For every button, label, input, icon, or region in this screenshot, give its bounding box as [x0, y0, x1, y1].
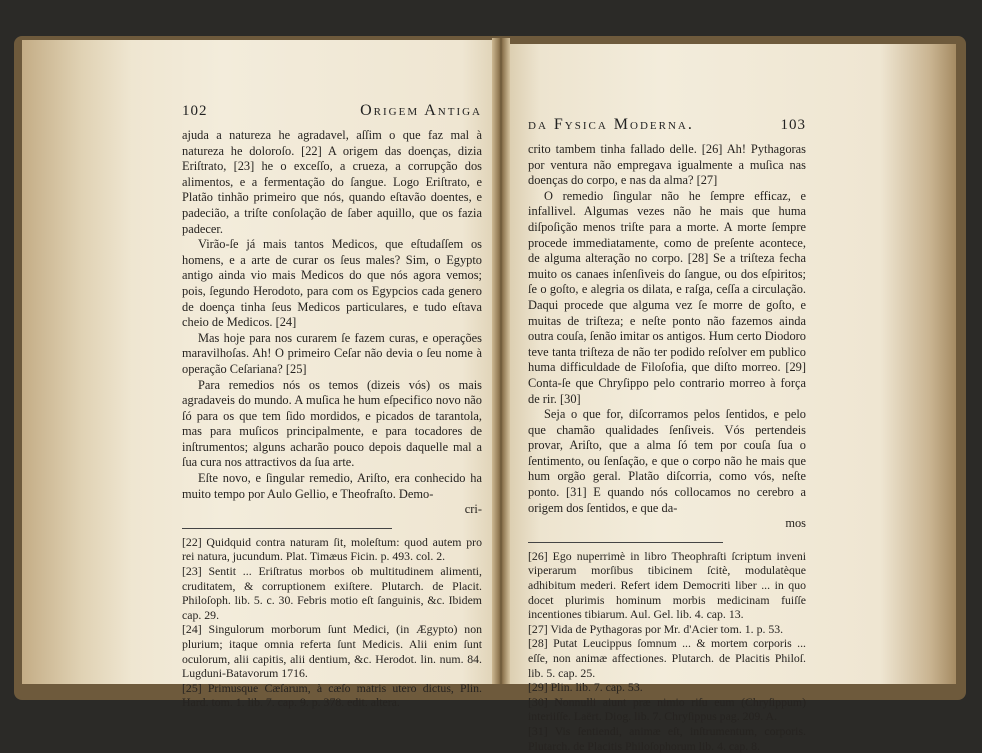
footnote: [22] Quidquid contra naturam ſit, moleſtum: quod autem pro rei natura, jucundum. Plat. Timæus Ficin. p. 493. col. 2. [182, 534, 482, 564]
left-catchword: cri- [464, 502, 482, 517]
right-page-number: 103 [780, 117, 806, 133]
right-page-header [528, 116, 806, 138]
footnote: [25] Primusque Cæſarum, à cæſo matris utero dictus, Plin. Hard. tom. 1. lib. 7. cap. 9. p. 378. edit. altera. [182, 680, 482, 710]
paragraph: Eſte novo, e ſingular remedio, Ariſto, era conhecido ha muito tempo por Aulo Gellio, e Theofraſto. Demo- [182, 471, 482, 501]
left-page [22, 40, 500, 710]
footnote: [29] Plin. lib. 7. cap. 53. [528, 680, 643, 695]
paragraph: Seja o que for, diſcorramos pelos ſentidos, e pelo que chamão qualidades ſenſiveis. Vós pertendeis provar, Ariſto, que a alma ſó tem por couſa ſua o ſentimento, ou ſenſação, e que o corpo não he mais que hum orgão geral. Platão diſcorria, como vós, neſte ponto. [31] E quando nós collocamos no cerebro a origem dos ſentidos, e que da- [528, 407, 806, 515]
paragraph: crito tambem tinha fallado delle. [26] Ah! Pythagoras por ventura não empregava igualmente a muſica nas doenças do corpo, e nas da alma? [27] [528, 142, 806, 188]
left-footnotes [182, 535, 482, 710]
footnote: [26] Ego nuperrimè in libro Theophraſti ſcriptum inveni viperarum morſibus tibicinem ſcitè, modulatèque adhibitum mederi. Refert idem Democriti liber ... in quo docet plurimis hominum morbis medicinam fuiſſe incentiones tibiarum. Aul. Gel. lib. 4. cap. 13. [528, 548, 806, 622]
footnote: [31] Vis ſentiendi, animæ eſt, inſtrumentum, corporis. Plutarch. de Placitis Philoſophorum lib. 4. cap. 8. [528, 723, 806, 753]
right-page-body [528, 142, 806, 516]
paragraph: ajuda a natureza he agradavel, aſſim o que faz mal à natureza he doloroſo. [22] A origem das doenças, dizia Eriſtrato, [23] he o exceſſo, a crueza, a corrupção dos alimentos, e a fermentação do ſangue. Logo Eriſtrato, e Platão tinhão primeiro que nós, quando eſtavão doentes, e padecião, a triſte conſolação de ſaber aquillo, que os fazia padecer. [182, 128, 482, 236]
left-running-head: Origem Antiga [360, 102, 482, 119]
right-running-head: da Fysica Moderna. [528, 116, 694, 133]
left-page-header [182, 102, 482, 124]
paragraph: Para remedios nós os temos (dizeis vós) os mais agradaveis do mundo. A muſica he hum eſpecifico novo não ſó para os que tem ſido mordidos, e picados de tarantola, mas para muſicos principalmente, e para tocadores de inſtrumentos; alguns acharão pouco depois daquelle mal a ſua cura nos attractivos da ſua arte. [182, 377, 482, 470]
paragraph: O remedio ſingular não he ſempre efficaz, e infallivel. Algumas vezes não he mais que huma diſpoſição menos triſte para a morte. A morte ſempre procede immediatamente, como de preſente acontece, de alguma alteração no corpo. [28] Se a triſteza fecha muito os canaes inſenſiveis do ſangue, ou dos eſpiritos; ſe o goſto, e alegria os dilata, e raſga, ceſſa a circulação. Daqui procede que alguma vez ſe morre de goſto, e muitas de triſteza; e neſte ponto não fazemos ainda outra couſa, ſenão imitar os antigos. Hum certo Diodoro teve tanta triſteza de não ter podido reſolver em publico huma difficuldade de Filoſofia, que diſto morreo. [29] Conta-ſe que Chryſippo pelo contrario morreo à força de rir. [30] [528, 188, 806, 406]
footnote: [23] Sentit ... Eriſtratus morbos ob multitudinem alimenti, cruditatem, & corruptionem exiſtere. Plutarch. de Placit. Philoſoph. lib. 5. c. 30. Febris motio eſt ſanguinis, &c. Ibidem cap. 29. [182, 564, 482, 622]
right-catchword: mos [785, 516, 806, 531]
footnote: [28] Putat Leucippus ſomnum ... & mortem corporis ... eſſe, non animæ affectiones. Plutarch. de Placitis Philoſ. lib. 5. cap. 25. [528, 636, 806, 680]
footnote: [30] Nonnulli aiunt præ nimio riſu eum (Chryſippum) interiiſſe. Laërt. Diog. lib. 7. Chryſippus pag. 209. A. [528, 694, 806, 724]
book-gutter [492, 38, 510, 684]
paragraph: Mas hoje para nos curarem ſe fazem curas, e operações maravilhoſas. Ah! O primeiro Ceſar não devia o ſeu nome à operação Ceſariana? [25] [182, 330, 482, 376]
footnote: [24] Singulorum morborum ſunt Medici, (in Ægypto) non plurium; itaque omnia referta ſunt Medicis. Alii enim ſunt oculorum, alii capitis, alii dentium, &c. Herodot. lin. num. 84. Lugduni-Batavorum 1716. [182, 622, 482, 681]
right-footnotes [528, 549, 806, 753]
footnote-rule [182, 528, 392, 529]
left-page-body [182, 128, 482, 502]
left-page-number: 102 [182, 103, 208, 119]
right-page [500, 44, 956, 753]
footnote: [27] Vida de Pythagoras por Mr. d'Acier tom. 1. p. 53. [528, 621, 784, 636]
paragraph: Virão-ſe já mais tantos Medicos, que eſtudaſſem os homens, e a arte de curar os ſeus males? Sim, o Egypto antigo ainda vio mais Medicos do que nós agora vemos; pois, ſegundo Herodoto, para com os Egypcios cada genero de doença tinha ſeus Medicos particulares, e tudo eſtava cheio de Medicos. [24] [182, 237, 482, 330]
footnote-rule [528, 542, 723, 543]
